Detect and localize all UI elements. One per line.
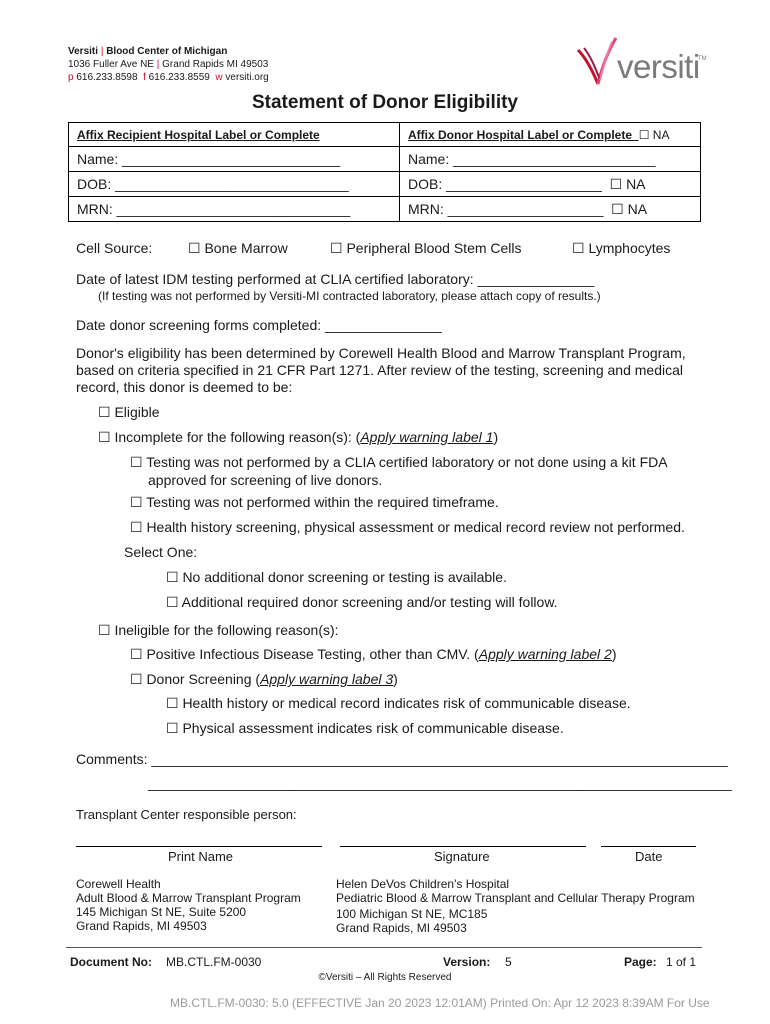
incomplete-reason-clia-continued: approved for screening of live donors. — [148, 472, 383, 488]
phone-prefix: p — [68, 72, 74, 83]
donor-screening-suffix: ) — [393, 671, 398, 687]
org-line — [68, 46, 227, 58]
eligible-checkbox[interactable]: ☐ Eligible — [98, 404, 160, 420]
org-name: Versiti — [68, 46, 99, 57]
version-label: Version: — [443, 955, 491, 969]
page-label: Page: — [624, 955, 657, 969]
logo-trademark: TM — [698, 56, 707, 62]
print-stamp: MB.CTL.FM-0030: 5.0 (EFFECTIVE Jan 20 2023 12:01AM) Printed On: Apr 12 2023 8:39AM For Use — [170, 996, 710, 1010]
positive-idt-label: ☐ Positive Infectious Disease Testing, other than CMV. ( — [130, 646, 479, 662]
no-additional-screening-checkbox[interactable]: ☐ No additional donor screening or testing is available. — [166, 569, 507, 585]
devos-address-line4: Grand Rapids, MI 49503 — [336, 921, 467, 935]
donor-dob-row — [400, 172, 701, 197]
ineligible-checkbox[interactable]: ☐ Ineligible for the following reason(s): — [98, 622, 339, 638]
comments-field[interactable]: Comments: __________________________________________________________________________ — [76, 751, 728, 767]
idm-testing-note: (If testing was not performed by Versiti-MI contracted laboratory, please attach copy of results.) — [98, 289, 601, 303]
donor-name-field[interactable]: Name: __________________________ — [400, 147, 701, 172]
devos-address-line1: Helen DeVos Children's Hospital — [336, 877, 510, 891]
screening-date-field[interactable]: Date donor screening forms completed: _______________ — [76, 317, 442, 333]
incomplete-reason-clia-checkbox[interactable]: ☐ Testing was not performed by a CLIA certified laboratory or not done using a kit FDA — [130, 454, 668, 470]
incomplete-label: ☐ Incomplete for the following reason(s): ( — [98, 429, 361, 445]
bone-marrow-checkbox[interactable]: ☐ Bone Marrow — [188, 240, 288, 256]
footer-divider — [66, 947, 702, 948]
phone-number: 616.233.8598 — [76, 72, 138, 83]
incomplete-checkbox[interactable] — [98, 429, 498, 446]
print-name-caption: Print Name — [168, 849, 234, 864]
signature-line[interactable] — [340, 846, 586, 847]
document-number-label: Document No: — [70, 955, 152, 969]
recipient-mrn-field[interactable]: MRN: ______________________________ — [69, 197, 400, 222]
version-number: 5 — [505, 955, 512, 969]
page-title: Statement of Donor Eligibility — [251, 92, 518, 113]
donor-dob-field[interactable]: DOB: ____________________ — [408, 175, 602, 192]
org-contacts — [68, 72, 269, 84]
recipient-label-header: Affix Recipient Hospital Label or Complete — [69, 123, 400, 147]
address-city: Grand Rapids MI 49503 — [162, 59, 269, 70]
corewell-address-line1: Corewell Health — [76, 877, 161, 891]
transplant-responsible-label: Transplant Center responsible person: — [76, 807, 297, 822]
warning-label-1-link[interactable]: Apply warning label 1 — [360, 429, 494, 445]
incomplete-reason-timeframe-checkbox[interactable]: ☐ Testing was not performed within the required timeframe. — [130, 494, 499, 510]
recipient-dob-field[interactable]: DOB: ______________________________ — [69, 172, 400, 197]
print-name-line[interactable] — [76, 846, 322, 847]
corewell-address-line3: 145 Michigan St NE, Suite 5200 — [76, 905, 247, 919]
idm-testing-date-field[interactable]: Date of latest IDM testing performed at CLIA certified laboratory: _______________ — [76, 271, 595, 287]
page-number: 1 of 1 — [666, 955, 697, 969]
donor-screening-checkbox[interactable] — [130, 671, 398, 688]
incomplete-suffix: ) — [493, 429, 499, 445]
physical-risk-checkbox[interactable]: ☐ Physical assessment indicates risk of communicable disease. — [166, 720, 564, 736]
donor-label-header: Affix Donor Hospital Label or Complete ☐ NA — [400, 123, 701, 147]
header-separator: | — [100, 46, 104, 57]
eligibility-text-line1: Donor's eligibility has been determined by Corewell Health Blood and Marrow Transplant Program, — [76, 345, 686, 361]
warning-label-2-link[interactable]: Apply warning label 2 — [478, 646, 612, 662]
address-street: 1036 Fuller Ave NE — [68, 59, 154, 70]
positive-idt-suffix: ) — [611, 646, 617, 662]
corewell-address-line2: Adult Blood & Marrow Transplant Program — [76, 891, 301, 905]
pbsc-checkbox[interactable]: ☐ Peripheral Blood Stem Cells — [330, 240, 522, 256]
eligibility-text-line2: based on criteria specified in 21 CFR Part 1271. After review of the testing, screening and medical — [76, 362, 683, 378]
copyright-notice: ©Versiti – All Rights Reserved — [318, 972, 452, 983]
date-caption: Date — [635, 849, 663, 864]
donor-mrn-row — [400, 197, 701, 222]
document-number: MB.CTL.FM-0030 — [166, 955, 262, 969]
corewell-address-line4: Grand Rapids, MI 49503 — [76, 919, 207, 933]
logo-wordmark: versiti — [617, 48, 700, 85]
hospital-labels-table — [68, 122, 701, 222]
additional-screening-checkbox[interactable]: ☐ Additional required donor screening and/or testing will follow. — [166, 594, 558, 610]
comments-field-line2[interactable]: ___________________________________________________________________________ — [148, 775, 732, 791]
positive-idt-checkbox[interactable] — [130, 646, 617, 663]
devos-address-line3: 100 Michigan St NE, MC185 — [336, 907, 488, 921]
date-line[interactable] — [601, 846, 696, 847]
donor-screening-label: ☐ Donor Screening ( — [130, 671, 261, 687]
website: versiti.org — [225, 72, 269, 83]
fax-number: 616.233.8559 — [148, 72, 210, 83]
devos-address-line2: Pediatric Blood & Marrow Transplant and Cellular Therapy Program — [336, 891, 695, 905]
donor-dob-na-checkbox[interactable]: ☐ NA — [609, 175, 646, 192]
signature-caption: Signature — [434, 849, 490, 864]
org-division: Blood Center of Michigan — [106, 46, 228, 57]
recipient-name-field[interactable]: Name: ____________________________ — [69, 147, 400, 172]
address-separator: | — [156, 59, 160, 70]
eligibility-text-line3: record, this donor is deemed to be: — [76, 379, 293, 395]
donor-header-na-checkbox[interactable]: ☐ NA — [638, 127, 670, 142]
lymphocytes-checkbox[interactable]: ☐ Lymphocytes — [572, 240, 671, 256]
warning-label-3-link[interactable]: Apply warning label 3 — [260, 671, 394, 687]
web-prefix: w — [215, 72, 223, 83]
org-address — [68, 59, 268, 71]
history-risk-checkbox[interactable]: ☐ Health history or medical record indicates risk of communicable disease. — [166, 695, 631, 711]
incomplete-reason-history-checkbox[interactable]: ☐ Health history screening, physical assessment or medical record review not performed. — [130, 519, 685, 535]
donor-mrn-na-checkbox[interactable]: ☐ NA — [611, 200, 648, 217]
donor-mrn-field[interactable]: MRN: ____________________ — [408, 200, 604, 217]
select-one-label: Select One: — [124, 544, 198, 560]
cell-source-label: Cell Source: — [76, 240, 153, 256]
fax-prefix: f — [143, 72, 146, 83]
